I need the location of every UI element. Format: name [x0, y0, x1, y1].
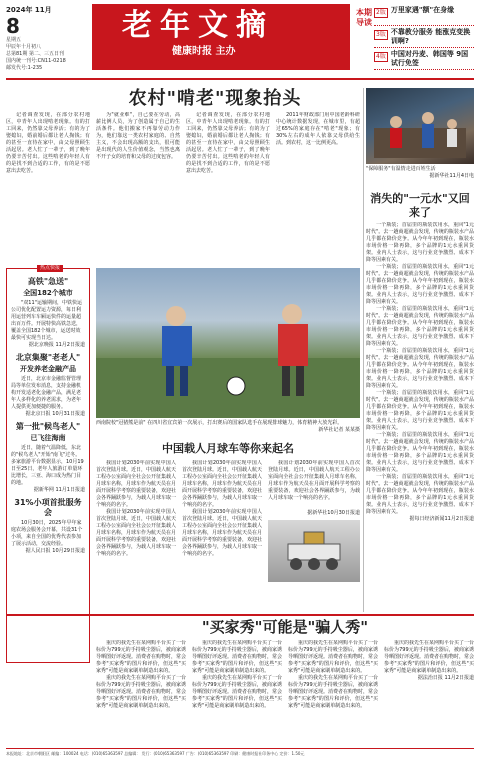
- lead-column-1: [6, 112, 90, 262]
- brief-title: 第一批"候鸟老人": [15, 422, 81, 431]
- brief-source: 据北京日报 10月31日报道: [25, 411, 85, 417]
- lead-text-2: 为"就业难"，自己要在劳动，高薪比例人员，为了创造属于自己的生活条件。他们搬家不再靠劳动力作为，他们靠这一类农村家庭的、自然主义，不会出现高额的支出，很可能是出现代的人生价值观念，当然也离不开子女的培育和父母的过度包容。: [96, 112, 180, 160]
- news-brief-tag: 热点快报: [37, 265, 63, 272]
- index-title: 万里家遇"额"在身缘: [390, 6, 455, 14]
- news-brief-box: [6, 265, 90, 663]
- brief-body: 近日，北京市金融监督管理局等单位发布消息，支持金融机构开发适老化金融产品，满足老年人多样化的养老需求，为老年人提供更加便捷的服务。: [11, 376, 82, 410]
- index-item[interactable]: [374, 48, 474, 70]
- index-page: 4版: [376, 53, 386, 60]
- main-caption-credit: 新华社记者 某某摄: [318, 427, 360, 433]
- title-banner: [92, 4, 350, 70]
- right-photo: [366, 88, 474, 164]
- brief-body: 10月30日，2025年早年家庭农场会服务会开幕，共设31个小项，来自全国的优秀代表参加了展示活动，交流经验。: [11, 520, 83, 547]
- brief-subtitle: 开发养老金融产品: [20, 365, 76, 373]
- buyer-text-4: 重庆的我先生在某网购平台买了一台标价为799元的手持吸尘器后，被商家诱导晒图好评返现。消费者在购物时，常会参考"买家秀"的图片和评价，但这些"买家秀"可能是商家刷单制造出来的。: [384, 640, 474, 674]
- masthead: [0, 0, 480, 76]
- brief-subtitle: 全国182个城市: [23, 289, 73, 297]
- right-caption-text: "保障服务"有温情走进百姓生活: [366, 166, 436, 172]
- bottom-section-rule: [6, 614, 474, 616]
- brief-source: 据新华网 11月1日报道: [33, 487, 85, 493]
- news-brief-list: [7, 269, 89, 555]
- publication-number: 国内统一刊号:CN11-0218: [6, 58, 66, 64]
- lunar-rover-icon: [268, 520, 360, 582]
- lead-column-3: [186, 112, 270, 262]
- lunar-rover-headline: 中国载人月球车等你来起名: [162, 442, 294, 455]
- brief-title: 北京集聚"老老人": [15, 353, 81, 362]
- buyer-column-2: [192, 640, 282, 744]
- yuan-text-cont-6: 一个瓶装；首届里的瓶装饮用水，重回"1元时代"。去一趟商超就会发现，传统的瓶装水产品几乎都在降价竞争。从今年年初到现在，瓶装水市场价格一降再降，多个品牌的1元水重回货架。业内人士表示，这与行业竞争激烈、成本下降等因素有关。: [366, 474, 474, 515]
- rover-text-3: 我国计划2030年前实现中国人首次登陆月球。近日，中国载人航天工程办公室面向全社会公开征集载人月球车名称，月球车作为航天员在月面开展科学考察的重要装备，欢迎社会各界踊跃参与，为载人月球车取一个响亮的名字。: [268, 460, 360, 501]
- index-item[interactable]: [374, 4, 474, 26]
- index-title: 中国对丹麦、韩国等 9国试行免签: [390, 50, 469, 67]
- brief-source: 据北京晚报 11月2日报道: [28, 342, 85, 348]
- lead-text-4: 2011年财政部门用中国老龄科研中心统计数据发现，在城市里，有超过65%的家庭存在"啃老"现象；有30%左右的成年人依靠父母供给生活。到农村，这一比例更高。: [276, 112, 360, 146]
- buyer-source: 据法治日报 11月2日报道: [417, 675, 474, 681]
- brief-title: 31%小项首批服务会: [14, 498, 82, 517]
- photo-players-icon: [96, 268, 360, 418]
- rover-column-1: [96, 460, 176, 610]
- buyer-text-1-cont: 重庆的我先生在某网购平台买了一台标价为799元的手持吸尘器后，被商家诱导晒图好评返现。消费者在购物时，常会参考"买家秀"的图片和评价，但这些"买家秀"可能是商家刷单制造出来的。: [96, 675, 186, 709]
- rover-text-cont: 我国计划2030年前实现中国人首次登陆月球。近日，中国载人航天工程办公室面向全社会公开征集载人月球车名称，月球车作为航天员在月面开展科学考察的重要装备，欢迎社会各界踊跃参与，为载人月球车取一个响亮的名字。: [96, 509, 176, 557]
- masthead-rule: [6, 78, 474, 80]
- contents-index: [374, 4, 474, 70]
- buyer-text-2-cont: 重庆的我先生在某网购平台买了一台标价为799元的手持吸尘器后，被商家诱导晒图好评返现。消费者在购物时，常会参考"买家秀"的图片和评价，但这些"买家秀"可能是商家刷单制造出来的。: [192, 675, 282, 709]
- column-divider: [363, 88, 364, 612]
- yuan-text: 一个瓶装；首届里的瓶装饮用水，重回"1元时代"。去一趟商超就会发现，传统的瓶装水产品几乎都在降价竞争。从今年年初到现在，瓶装水市场价格一降再降，多个品牌的1元水重回货架。业内人士表示，这与行业竞争激烈、成本下降等因素有关。: [366, 222, 474, 263]
- brief-body: 近日，随着气温降低，东北的"候鸟老人"开始"南飞"过冬。多家旅游平台数据显示，10月19日至25日，老年人旅游订单量环比增长，三亚、海口成为热门目的地。: [11, 445, 84, 486]
- brief-title: 高铁"急送": [27, 277, 69, 286]
- brief-source: 据人民日报 10月29日报道: [25, 548, 85, 554]
- rover-column-3: [268, 460, 360, 508]
- weekday: 星期五: [6, 37, 22, 43]
- date-box: [6, 6, 84, 72]
- buyer-column-1: [96, 640, 186, 744]
- rover-photo: [268, 520, 360, 582]
- brief-body: "双11"运输期间，中铁快运公司优化配置运力资源，每日利用运营列车车厢运快件的运量超出百万件。开展特快高铁急送，覆盖全国182个城市，运送时效最快可实现当日达。: [11, 300, 82, 341]
- rover-text: 我国计划2030年前实现中国人首次登陆月球。近日，中国载人航天工程办公室面向全社会公开征集载人月球车名称，月球车作为航天员在月面开展科学考察的重要装备，欢迎社会各界踊跃参与，为载人月球车取一个响亮的名字。: [96, 460, 176, 508]
- newspaper-subtitle: 健康时报 主办: [172, 46, 236, 57]
- year-month: 2024年 11月: [6, 6, 52, 14]
- page-footer: 本报地址：北京市朝阳区 邮编：100024 电话：(010)65363597 总编辑： 发行：(010)65363597 广告：(010)65363597 印刷：健康时报社印务中心 定价：1.50元: [6, 748, 474, 757]
- buyer-text-3-cont: 重庆的我先生在某网购平台买了一台标价为799元的手持吸尘器后，被商家诱导晒图好评返现。消费者在购物时，常会参考"买家秀"的图片和评价，但这些"买家秀"可能是商家刷单制造出来的。: [288, 675, 378, 709]
- right-caption-credit: 据新华社11月4日电: [429, 173, 474, 179]
- buyer-text-3: 重庆的我先生在某网购平台买了一台标价为799元的手持吸尘器后，被商家诱导晒图好评返现。消费者在购物时，常会参考"买家秀"的图片和评价，但这些"买家秀"可能是商家刷单制造出来的。: [288, 640, 378, 674]
- index-page: 3版: [376, 31, 386, 38]
- issue-info: 总第81期 第二、三五日刊: [6, 51, 64, 57]
- yuan-text-cont-5: 一个瓶装；首届里的瓶装饮用水，重回"1元时代"。去一趟商超就会发现，传统的瓶装水产品几乎都在降价竞争。从今年年初到现在，瓶装水市场价格一降再降，多个品牌的1元水重回货架。业内人士表示，这与行业竞争激烈、成本下降等因素有关。: [366, 432, 474, 473]
- buyer-show-headline: "买家秀"可能是"骗人秀": [201, 618, 369, 636]
- main-photo-caption: [96, 420, 360, 434]
- brief-item: [11, 422, 85, 494]
- guide-label: 本期导读: [356, 8, 372, 27]
- brief-item: [11, 277, 85, 349]
- buyer-column-3: [288, 640, 378, 744]
- right-photo-caption: [366, 166, 474, 180]
- lead-text-1: 记者调查发现，在部分农村地区，中青年人出现啃老现象。有的打工回来，仍然靠父母养活；有的为了娶媳妇，婚前婚后都让老人掏钱；有的甚至一直待在家中，由父母照顾生活起居。老人忙了一辈子，到了晚年仍要辛苦付出。这些啃老的年轻人有的是找不到合适的工作，有的是不愿意出去吃苦。: [6, 112, 90, 174]
- buyer-text-2: 重庆的我先生在某网购平台买了一台标价为799元的手持吸尘器后，被商家诱导晒图好评返现。消费者在购物时，常会参考"买家秀"的图片和评价，但这些"买家秀"可能是商家刷单制造出来的。: [192, 640, 282, 674]
- lunar-date: 甲辰年十月初八: [6, 44, 42, 50]
- buyer-text-1: 重庆的我先生在某网购平台买了一台标价为799元的手持吸尘器后，被商家诱导晒图好评返现。消费者在购物时，常会参考"买家秀"的图片和评价，但这些"买家秀"可能是商家刷单制造出来的。: [96, 640, 186, 674]
- yuan-text-cont-4: 一个瓶装；首届里的瓶装饮用水，重回"1元时代"。去一趟商超就会发现，传统的瓶装水产品几乎都在降价竞争。从今年年初到现在，瓶装水市场价格一降再降，多个品牌的1元水重回货架。业内人士表示，这与行业竞争激烈、成本下降等因素有关。: [366, 390, 474, 431]
- buyer-column-4: [384, 640, 474, 744]
- rover-source: 据新华社10月30日报道: [307, 510, 360, 516]
- index-item[interactable]: [374, 26, 474, 48]
- yuan-text-cont: 一个瓶装；首届里的瓶装饮用水，重回"1元时代"。去一趟商超就会发现，传统的瓶装水产品几乎都在降价竞争。从今年年初到现在，瓶装水市场价格一降再降，多个品牌的1元水重回货架。业内人士表示，这与行业竞争激烈、成本下降等因素有关。: [366, 264, 474, 305]
- rover-text-2-cont: 我国计划2030年前实现中国人首次登陆月球。近日，中国载人航天工程办公室面向全社会公开征集载人月球车名称，月球车作为航天员在月面开展科学考察的重要装备，欢迎社会各界踊跃参与，为载人月球车取一个响亮的名字。: [182, 509, 262, 557]
- brief-item: [11, 498, 85, 555]
- yuan-source: 据每日经济新闻11月2日报道: [409, 516, 474, 522]
- yuan-water-headline: 消失的"一元水"又回来了: [370, 192, 470, 219]
- lead-column-2: [96, 112, 180, 262]
- brief-subtitle: 已飞往海南: [30, 434, 66, 442]
- lead-text-3: 记者调查发现，在部分农村地区，中青年人出现啃老现象。有的打工回来，仍然靠父母养活；有的为了娶媳妇，婚前婚后都让老人掏钱；有的甚至一直待在家中，由父母照顾生活起居。老人忙了一辈子，到了晚年仍要辛苦付出。这些啃老的年轻人有的是找不到合适的工作，有的是不愿意出去吃苦。: [186, 112, 270, 174]
- main-photo: [96, 268, 360, 418]
- index-page: 2版: [376, 9, 386, 16]
- index-title: 不靠教分服务 能涨克变换训啊?: [390, 28, 471, 45]
- postal-code: 邮发代号:1-235: [6, 65, 43, 71]
- yuan-water-body: [366, 222, 474, 612]
- yuan-text-cont-3: 一个瓶装；首届里的瓶装饮用水，重回"1元时代"。去一趟商超就会发现，传统的瓶装水产品几乎都在降价竞争。从今年年初到现在，瓶装水市场价格一降再降，多个品牌的1元水重回货架。业内人士表示，这与行业竞争激烈、成本下降等因素有关。: [366, 348, 474, 389]
- photo-scene-icon: [366, 88, 474, 164]
- main-headline: 农村"啃老"现象抬头: [128, 88, 302, 109]
- rover-column-2: [182, 460, 262, 610]
- day-number: 8: [6, 14, 20, 38]
- brief-item: [11, 353, 85, 418]
- lead-column-4: [276, 112, 360, 262]
- rover-text-2: 我国计划2030年前实现中国人首次登陆月球。近日，中国载人航天工程办公室面向全社会公开征集载人月球车名称，月球车作为航天员在月面开展科学考察的重要装备，欢迎社会各界踊跃参与，为载人月球车取一个响亮的名字。: [182, 460, 262, 508]
- newspaper-title: 老年文摘: [122, 8, 274, 43]
- main-caption-text: 西南院校"冠猪熊是前" 在四川省宜宾第一次展示，打出赛后的国家队选手在展现排球魅力，体育精神大放光彩。: [96, 420, 343, 426]
- yuan-text-cont-2: 一个瓶装；首届里的瓶装饮用水，重回"1元时代"。去一趟商超就会发现，传统的瓶装水产品几乎都在降价竞争。从今年年初到现在，瓶装水市场价格一降再降，多个品牌的1元水重回货架。业内人士表示，这与行业竞争激烈、成本下降等因素有关。: [366, 306, 474, 347]
